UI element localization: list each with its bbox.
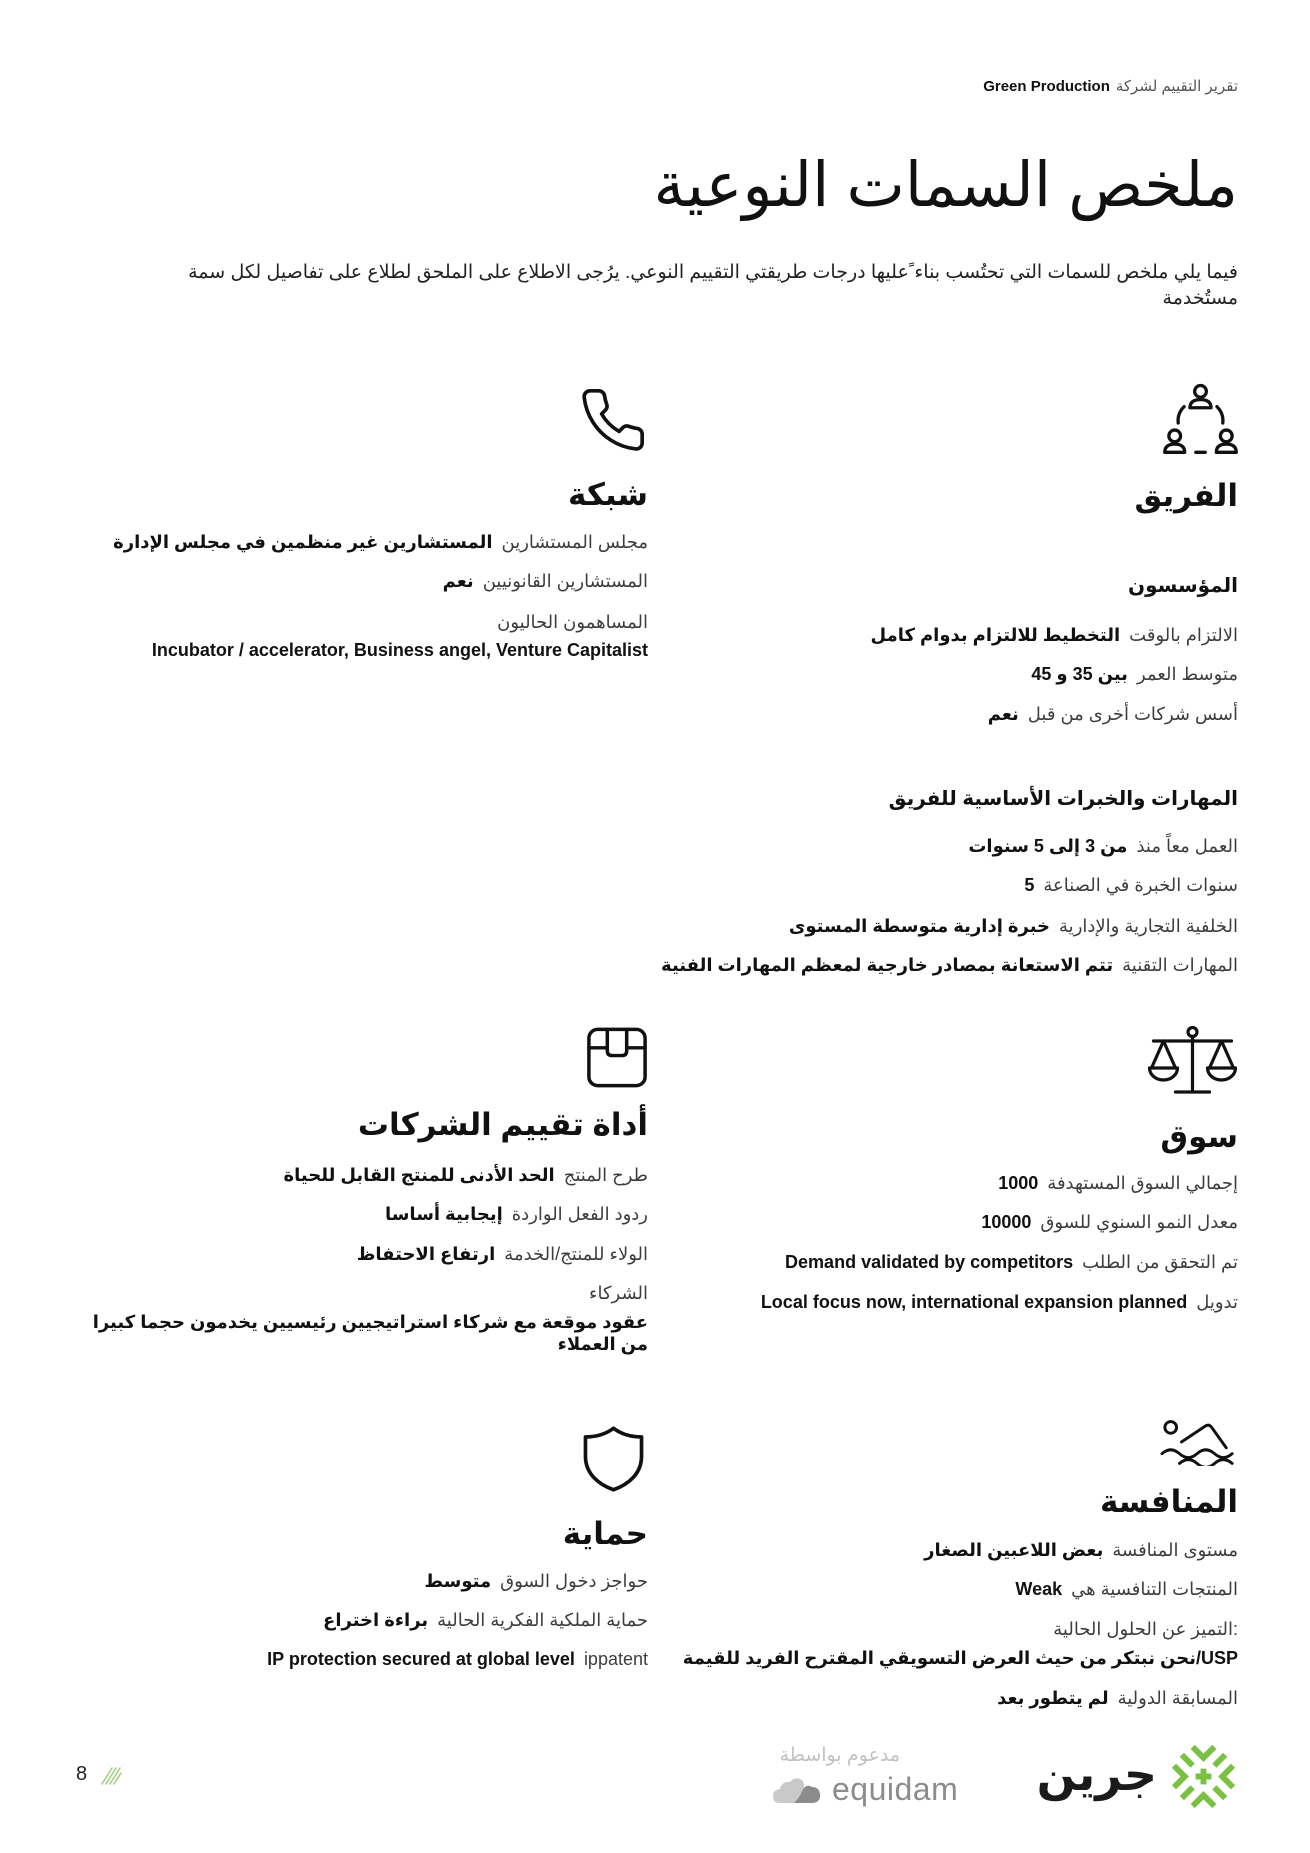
row-value: نعم <box>442 571 474 591</box>
market-row <box>998 1171 1238 1195</box>
row-value: نعم <box>987 704 1019 724</box>
market-row <box>761 1290 1238 1314</box>
intro-paragraph: فيما يلي ملخص للسمات التي تحتُسب بناء ًعليها درجات طريقتي التقييم النوعي. يرُجى الاطلاع على الملحق لطلاع على تفاصيل لكل سمة مستُخدمة <box>188 262 1238 309</box>
row-label: الشركاء <box>589 1283 648 1303</box>
row-label: أسس شركات أخرى من قبل <box>1027 704 1238 724</box>
protection-row <box>424 1569 648 1593</box>
section-title-team: الفريق <box>1134 478 1238 513</box>
row-value: ارتفاع الاحتفاظ <box>356 1244 496 1264</box>
header-label: تقرير التقييم لشركة <box>1115 78 1238 95</box>
row-value: براءة اختراع <box>323 1610 429 1630</box>
header-company: Green Production <box>983 78 1110 95</box>
row-value: متوسط <box>424 1571 492 1591</box>
team-row <box>789 914 1238 938</box>
row-label: الولاء للمنتج/الخدمة <box>504 1244 648 1264</box>
assessment-row <box>357 1242 648 1266</box>
row-label: ردود الفعل الواردة <box>511 1204 648 1224</box>
team-row <box>1024 873 1238 897</box>
page-title: ملخص السمات النوعية <box>653 151 1238 220</box>
row-value: إيجابية أساسا <box>384 1204 503 1224</box>
scales-icon <box>1147 1026 1238 1098</box>
row-value: من 3 إلى 5 سنوات <box>968 836 1128 856</box>
row-value: 5 <box>1024 875 1035 895</box>
row-label: مجلس المستشارين <box>501 532 648 552</box>
row-label: تدويل <box>1196 1292 1238 1312</box>
section-title-protection: حماية <box>562 1516 648 1551</box>
diagonal-stripes-icon <box>100 1764 122 1786</box>
section-title-market: سوق <box>1160 1119 1238 1154</box>
report-header <box>983 78 1238 96</box>
row-label: حماية الملكية الفكرية الحالية <box>437 1610 648 1630</box>
row-label: متوسط العمر <box>1136 664 1238 684</box>
equidam-cloud-logo-icon <box>772 1775 822 1805</box>
subsection-title-skills: المهارات والخبرات الأساسية للفريق <box>888 788 1238 810</box>
competition-row <box>1015 1577 1238 1601</box>
row-label: حواجز دخول السوق <box>500 1571 648 1591</box>
row-label: المنتجات التنافسية هي <box>1071 1579 1238 1599</box>
row-value: التخطيط للالتزام بدوام كامل <box>870 625 1121 645</box>
protection-row <box>323 1608 648 1632</box>
row-value: خبرة إدارية متوسطة المستوى <box>788 916 1051 936</box>
market-row <box>785 1250 1238 1274</box>
row-value: المستشارين غير منظمين في مجلس الإدارة <box>113 532 493 552</box>
row-label: الالتزام بالوقت <box>1129 625 1238 645</box>
section-title-network: شبكة <box>568 477 648 512</box>
powered-by-label: مدعوم بواسطة <box>779 1745 900 1766</box>
shield-icon <box>579 1424 648 1493</box>
row-value: تتم الاستعانة بمصادر خارجية لمعظم المهارات الفنية <box>661 955 1114 975</box>
box-icon <box>586 1026 648 1089</box>
row-value: USP/نحن نبتكر من حيث العرض التسويقي المقترح الفريد للقيمة <box>682 1648 1238 1668</box>
assessment-row <box>284 1163 648 1187</box>
row-value: بين 35 و 45 <box>1031 664 1128 684</box>
row-label: ippatent <box>583 1649 648 1669</box>
row-value: 10000 <box>981 1212 1032 1232</box>
equidam-logo-text: equidam <box>832 1771 959 1807</box>
row-value: Incubator / accelerator, Business angel, Venture Capitalist <box>151 640 648 660</box>
row-label: المستشارين القانونيين <box>482 571 648 591</box>
row-label: مستوى المنافسة <box>1112 1540 1238 1560</box>
row-label: المهارات التقنية <box>1122 955 1238 975</box>
row-value: لم يتطور بعد <box>997 1688 1109 1708</box>
team-row <box>1031 662 1238 686</box>
team-row <box>988 702 1238 726</box>
competition-row <box>924 1538 1238 1562</box>
row-label: إجمالي السوق المستهدفة <box>1047 1173 1238 1193</box>
market-row <box>981 1210 1238 1234</box>
row-value: Demand validated by competitors <box>785 1252 1074 1272</box>
subsection-title-founders: المؤسسون <box>1128 575 1238 597</box>
page-number: 8 <box>76 1763 88 1785</box>
row-label: المسابقة الدولية <box>1117 1688 1238 1708</box>
team-row <box>871 623 1238 647</box>
row-label: المساهمون الحاليون <box>497 612 648 632</box>
brand-logo-text: جرين <box>1036 1748 1157 1800</box>
row-label: سنوات الخبرة في الصناعة <box>1043 875 1238 895</box>
team-icon <box>1163 382 1238 457</box>
row-value: بعض اللاعبين الصغار <box>924 1540 1104 1560</box>
row-label: :التميز عن الحلول الحالية <box>1053 1619 1238 1639</box>
row-value: Local focus now, international expansion planned <box>760 1292 1188 1312</box>
row-label: الخلفية التجارية والإدارية <box>1059 916 1238 936</box>
assessment-row <box>385 1202 648 1226</box>
green-snowflake-logo-icon <box>1169 1742 1238 1811</box>
row-value: 1000 <box>998 1173 1039 1193</box>
phone-icon <box>578 384 648 456</box>
section-title-assessment-tool: أداة تقييم الشركات <box>357 1107 648 1142</box>
section-title-competition: المنافسة <box>1100 1484 1238 1519</box>
competition-row <box>997 1686 1238 1710</box>
row-value: IP protection secured at global level <box>267 1649 575 1669</box>
row-value: الحد الأدنى للمنتج القابل للحياة <box>283 1165 555 1185</box>
team-row <box>661 953 1238 977</box>
network-row <box>113 530 648 554</box>
network-row <box>443 569 648 593</box>
row-label: معدل النمو السنوي للسوق <box>1040 1212 1238 1232</box>
protection-row <box>267 1647 648 1671</box>
row-label: العمل معاً منذ <box>1136 836 1238 856</box>
row-label: تم التحقق من الطلب <box>1082 1252 1238 1272</box>
team-row <box>968 834 1238 858</box>
row-label: طرح المنتج <box>563 1165 648 1185</box>
swimmer-icon <box>1160 1418 1238 1466</box>
row-value: Weak <box>1015 1579 1063 1599</box>
row-value: عقود موقعة مع شركاء استراتيجيين رئيسيين يخدمون حجما كبيرا من العملاء <box>92 1312 648 1354</box>
